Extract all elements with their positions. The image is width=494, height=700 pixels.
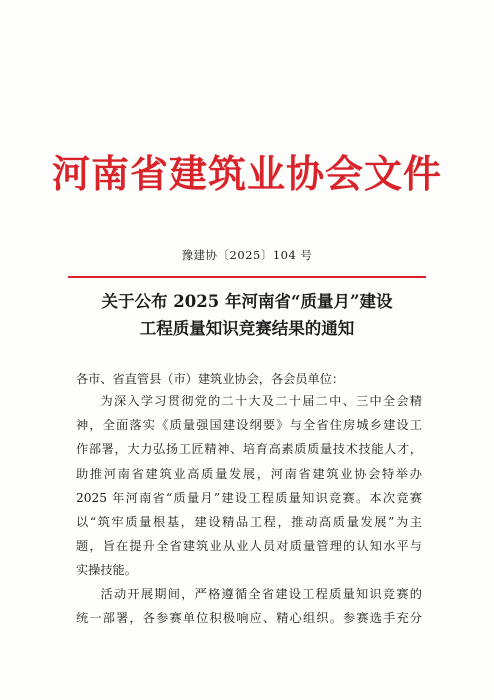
paragraph-line: 统一部署，各参赛单位积极响应、精心组织。参赛选手充分 — [76, 611, 422, 626]
paragraph-line: 作部署，大力弘扬工匠精神、培育高素质质量技术技能人才， — [76, 442, 422, 457]
document-number: 豫建协〔2025〕104 号 — [181, 248, 313, 262]
paragraph-line: 题，旨在提升全省建筑业从业人员对质量管理的认知水平与 — [76, 539, 422, 554]
paragraph-line: 为深入学习贯彻党的二十大及二十届二中、三中全会精 — [100, 394, 422, 408]
body-paragraph — [76, 389, 422, 583]
paragraph-line: 助推河南省建筑业高质量发展，河南省建筑业协会特举办 — [76, 466, 422, 481]
paragraph-line: 2025 年河南省“质量月”建设工程质量知识竞赛。本次竞赛 — [76, 490, 422, 505]
paragraph-line: 活动开展期间，严格遵循全省建设工程质量知识竞赛的 — [100, 587, 422, 601]
red-divider-line — [68, 276, 426, 278]
paragraph-line: 神，全面落实《质量强国建设纲要》与全省住房城乡建设工 — [76, 418, 422, 433]
paragraph-line: 实操技能。 — [76, 563, 137, 578]
notice-title-line: 工程质量知识竞赛结果的通知 — [139, 319, 355, 338]
org-header-title: 河南省建筑业协会文件 — [51, 151, 442, 196]
notice-title — [0, 288, 494, 342]
body-paragraph — [76, 582, 422, 630]
paragraph-line: 以“筑牢质量根基，建设精品工程，推动高质量发展”为主 — [76, 515, 422, 530]
salutation: 各市、省直管县（市）建筑业协会，各会员单位： — [76, 372, 345, 386]
notice-title-line: 关于公布 2025 年河南省“质量月”建设 — [101, 292, 393, 311]
